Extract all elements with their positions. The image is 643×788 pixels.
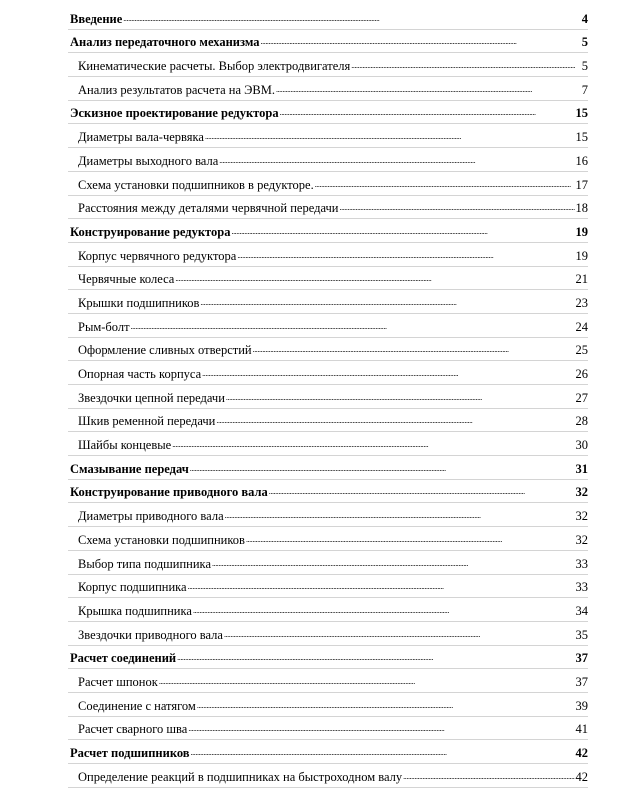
toc-dot-leader bbox=[172, 436, 574, 452]
toc-subsection-entry[interactable] bbox=[68, 764, 588, 788]
table-of-contents bbox=[68, 6, 588, 788]
toc-subsection-entry[interactable] bbox=[68, 267, 588, 291]
toc-page-number: 39 bbox=[575, 698, 588, 713]
toc-subsection-entry[interactable] bbox=[68, 669, 588, 693]
toc-entry-title: Корпус подшипника bbox=[78, 580, 187, 595]
toc-page-number: 5 bbox=[581, 59, 588, 74]
toc-section-entry[interactable] bbox=[68, 480, 588, 504]
toc-dot-leader bbox=[123, 10, 575, 26]
toc-dot-leader bbox=[225, 507, 575, 523]
toc-page-number: 16 bbox=[575, 153, 588, 168]
toc-dot-leader bbox=[216, 412, 574, 428]
toc-entry-title: Корпус червячного редуктора bbox=[78, 248, 237, 263]
toc-dot-leader bbox=[188, 578, 575, 594]
toc-dot-leader bbox=[193, 602, 575, 618]
toc-subsection-entry[interactable] bbox=[68, 527, 588, 551]
toc-entry-title: Диаметры вала-червяка bbox=[78, 130, 204, 145]
toc-subsection-entry[interactable] bbox=[68, 53, 588, 77]
toc-dot-leader bbox=[175, 270, 574, 286]
toc-subsection-entry[interactable] bbox=[68, 314, 588, 338]
toc-page-number: 31 bbox=[575, 461, 588, 476]
toc-subsection-entry[interactable] bbox=[68, 622, 588, 646]
toc-page-number: 33 bbox=[575, 580, 588, 595]
toc-dot-leader bbox=[261, 33, 575, 49]
toc-page-number: 32 bbox=[575, 485, 588, 500]
toc-subsection-entry[interactable] bbox=[68, 693, 588, 717]
toc-entry-title: Шкив ременной передачи bbox=[78, 414, 216, 429]
toc-subsection-entry[interactable] bbox=[68, 361, 588, 385]
toc-dot-leader bbox=[253, 341, 575, 357]
toc-entry-title: Схема установки подшипников в редукторе. bbox=[78, 177, 314, 192]
toc-subsection-entry[interactable] bbox=[68, 148, 588, 172]
toc-subsection-entry[interactable] bbox=[68, 290, 588, 314]
toc-page-number: 42 bbox=[575, 769, 588, 784]
toc-page-number: 30 bbox=[575, 438, 588, 453]
toc-dot-leader bbox=[219, 152, 574, 168]
toc-dot-leader bbox=[351, 57, 575, 73]
toc-entry-title: Конструирование редуктора bbox=[70, 224, 231, 239]
toc-entry-title: Опорная часть корпуса bbox=[78, 367, 202, 381]
toc-page-number: 7 bbox=[581, 82, 588, 97]
toc-entry-title: Соединение с натягом bbox=[78, 698, 196, 713]
toc-dot-leader bbox=[237, 247, 574, 263]
toc-page-number: 42 bbox=[575, 746, 588, 760]
toc-page-number: 26 bbox=[575, 367, 588, 381]
toc-dot-leader bbox=[159, 673, 575, 689]
toc-dot-leader bbox=[340, 199, 575, 215]
toc-entry-title: Расчет соединений bbox=[70, 651, 177, 666]
toc-page-number: 37 bbox=[575, 651, 588, 666]
toc-page-number: 34 bbox=[575, 603, 588, 618]
toc-section-entry[interactable] bbox=[68, 101, 588, 125]
toc-entry-title: Звездочки цепной передачи bbox=[78, 390, 225, 405]
toc-entry-title: Расчет сварного шва bbox=[78, 722, 188, 737]
toc-section-entry[interactable] bbox=[68, 6, 588, 30]
toc-dot-leader bbox=[226, 389, 575, 405]
toc-entry-title: Анализ результатов расчета на ЭВМ. bbox=[78, 82, 275, 97]
toc-entry-title: Кинематические расчеты. Выбор электродвигателя bbox=[78, 59, 351, 74]
toc-dot-leader bbox=[276, 81, 575, 97]
toc-page-number: 19 bbox=[575, 224, 588, 239]
toc-entry-title: Звездочки приводного вала bbox=[78, 627, 223, 642]
toc-dot-leader bbox=[202, 365, 574, 381]
toc-dot-leader bbox=[190, 460, 575, 476]
toc-section-entry[interactable] bbox=[68, 740, 588, 764]
toc-dot-leader bbox=[197, 697, 575, 713]
toc-page-number: 21 bbox=[575, 272, 588, 287]
toc-entry-title: Рым-болт bbox=[78, 319, 130, 334]
toc-page-number: 15 bbox=[575, 130, 588, 145]
toc-entry-title: Оформление сливных отверстий bbox=[78, 343, 252, 358]
toc-dot-leader bbox=[200, 294, 574, 310]
toc-subsection-entry[interactable] bbox=[68, 124, 588, 148]
toc-subsection-entry[interactable] bbox=[68, 409, 588, 433]
toc-entry-title: Расчет подшипников bbox=[70, 746, 190, 760]
toc-entry-title: Шайбы концевые bbox=[78, 438, 172, 453]
toc-subsection-entry[interactable] bbox=[68, 575, 588, 599]
toc-page-number: 4 bbox=[581, 11, 588, 26]
toc-subsection-entry[interactable] bbox=[68, 551, 588, 575]
toc-dot-leader bbox=[246, 531, 575, 547]
toc-subsection-entry[interactable] bbox=[68, 432, 588, 456]
toc-section-entry[interactable] bbox=[68, 30, 588, 54]
toc-page-number: 25 bbox=[575, 343, 588, 358]
toc-entry-title: Эскизное проектирование редуктора bbox=[70, 106, 279, 121]
toc-dot-leader bbox=[231, 223, 574, 239]
toc-dot-leader bbox=[403, 768, 574, 784]
toc-page-number: 35 bbox=[575, 627, 588, 642]
toc-subsection-entry[interactable] bbox=[68, 598, 588, 622]
toc-dot-leader bbox=[131, 318, 575, 334]
toc-page-number: 41 bbox=[575, 722, 588, 737]
toc-subsection-entry[interactable] bbox=[68, 338, 588, 362]
toc-subsection-entry[interactable] bbox=[68, 196, 588, 220]
toc-entry-title: Расстояния между деталями червячной передачи bbox=[78, 201, 339, 216]
toc-entry-title: Крышки подшипников bbox=[78, 295, 200, 310]
toc-dot-leader bbox=[224, 626, 575, 642]
toc-entry-title: Схема установки подшипников bbox=[78, 532, 245, 547]
toc-subsection-entry[interactable] bbox=[68, 77, 588, 101]
toc-dot-leader bbox=[205, 128, 575, 144]
toc-entry-title: Смазывание передач bbox=[70, 461, 189, 476]
toc-subsection-entry[interactable] bbox=[68, 243, 588, 267]
toc-dot-leader bbox=[177, 649, 574, 665]
toc-entry-title: Диаметры приводного вала bbox=[78, 509, 224, 524]
toc-page-number: 15 bbox=[575, 106, 588, 121]
toc-dot-leader bbox=[280, 104, 575, 120]
toc-entry-title: Анализ передаточного механизма bbox=[70, 35, 260, 50]
toc-subsection-entry[interactable] bbox=[68, 172, 588, 196]
toc-page-number: 33 bbox=[575, 556, 588, 571]
toc-page-number: 28 bbox=[575, 414, 588, 429]
toc-entry-title: Расчет шпонок bbox=[78, 674, 158, 689]
toc-page-number: 17 bbox=[575, 177, 588, 192]
toc-entry-title: Введение bbox=[70, 11, 123, 26]
toc-page-number: 18 bbox=[575, 201, 588, 216]
toc-page-number: 32 bbox=[575, 509, 588, 524]
toc-dot-leader bbox=[212, 555, 575, 571]
toc-dot-leader bbox=[315, 176, 575, 192]
toc-page-number: 19 bbox=[575, 248, 588, 263]
toc-entry-title: Червячные колеса bbox=[78, 272, 175, 287]
toc-page-number: 27 bbox=[575, 390, 588, 405]
toc-page-number: 32 bbox=[575, 532, 588, 547]
toc-entry-title: Крышка подшипника bbox=[78, 603, 192, 618]
toc-subsection-entry[interactable] bbox=[68, 717, 588, 741]
toc-section-entry[interactable] bbox=[68, 219, 588, 243]
toc-section-entry[interactable] bbox=[68, 646, 588, 670]
toc-dot-leader bbox=[188, 720, 574, 736]
toc-dot-leader bbox=[191, 744, 575, 760]
toc-subsection-entry[interactable] bbox=[68, 503, 588, 527]
toc-dot-leader bbox=[269, 483, 575, 499]
toc-entry-title: Конструирование приводного вала bbox=[70, 485, 268, 500]
toc-page-number: 5 bbox=[581, 35, 588, 50]
toc-entry-title: Диаметры выходного вала bbox=[78, 153, 219, 168]
toc-subsection-entry[interactable] bbox=[68, 385, 588, 409]
toc-page-number: 23 bbox=[575, 295, 588, 310]
toc-entry-title: Определение реакций в подшипниках на быстроходном валу bbox=[78, 769, 403, 784]
toc-page-number: 24 bbox=[575, 319, 588, 334]
toc-page-number: 37 bbox=[575, 674, 588, 689]
toc-section-entry[interactable] bbox=[68, 456, 588, 480]
toc-entry-title: Выбор типа подшипника bbox=[78, 556, 211, 571]
